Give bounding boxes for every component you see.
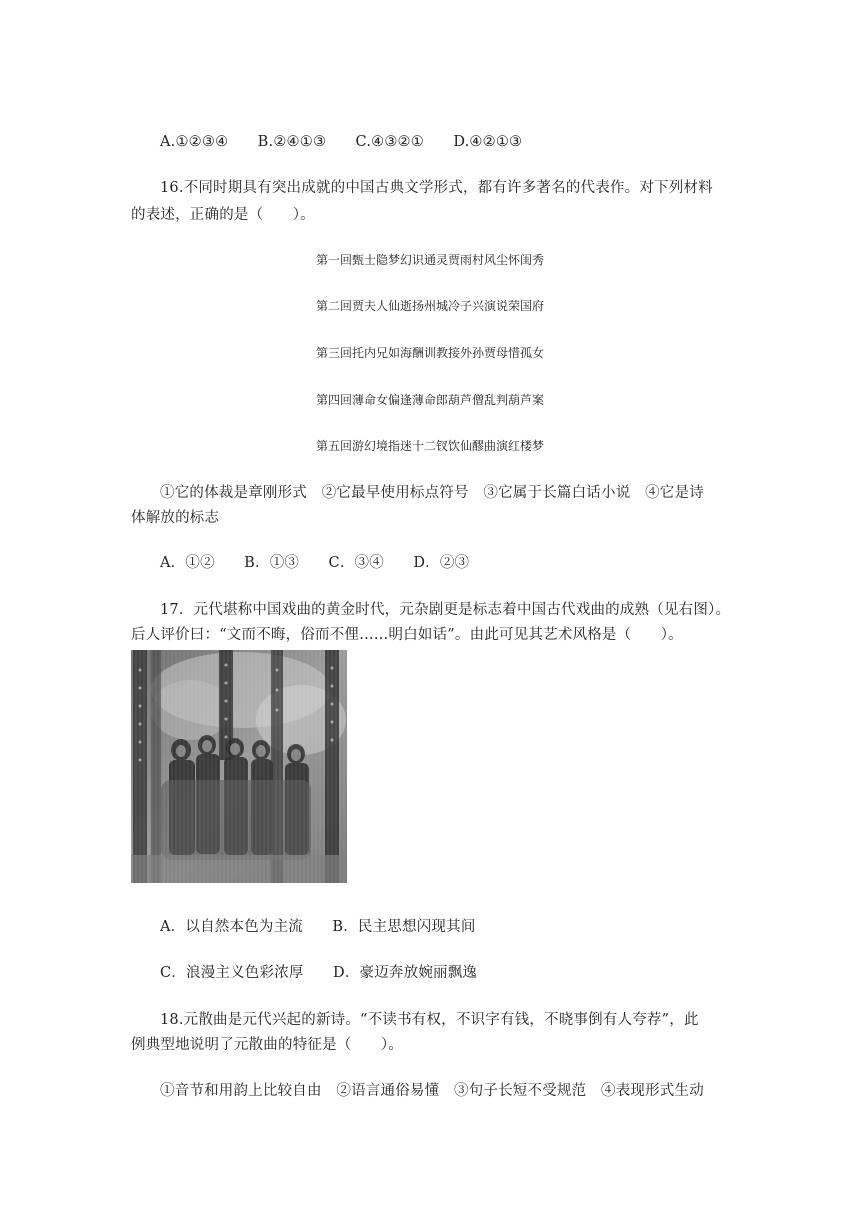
chapter-title-3: 第三回托内兄如海酬训教接外孙贾母惜孤女 <box>315 346 544 360</box>
q16-options: A．①② B．①③ C．③④ D．②③ <box>160 555 470 571</box>
chapter-title-4: 第四回薄命女偏逢薄命郎葫芦僧乱判葫芦案 <box>315 393 544 407</box>
q17-stem-line2: 后人评价曰：“文而不晦，俗而不俚……明白如话”。由此可见其艺术风格是（ ）。 <box>131 627 683 643</box>
q16-stem-line2: 的表述，正确的是（ ）。 <box>131 207 315 223</box>
chapter-title-5: 第五回游幻境指迷十二钗饮仙醪曲演红楼梦 <box>315 439 544 453</box>
q16-statements-line2: 体解放的标志 <box>131 510 220 526</box>
q18-stem-line2: 例典型地说明了元散曲的特征是（ ）。 <box>131 1037 404 1053</box>
q18-stem-line1: 18.元散曲是元代兴起的新诗。“不读书有权，不识字有钱，不晓事倒有人夸荐”，此 <box>160 1012 699 1028</box>
q17-stem-line1: 17．元代堪称中国戏曲的黄金时代，元杂剧更是标志着中国古代戏曲的成熟（见右图）。 <box>160 602 731 618</box>
yuan-drama-mural-image <box>131 650 347 883</box>
q16-stem-line1: 16.不同时期具有突出成就的中国古典文学形式，都有许多著名的代表作。对下列材料 <box>160 180 713 196</box>
chapter-title-1: 第一回甄士隐梦幻识通灵贾雨村风尘怀闺秀 <box>315 253 544 267</box>
chapter-title-2: 第二回贾夫人仙逝扬州城冷子兴演说荣国府 <box>315 299 544 313</box>
q18-statements: ①音节和用韵上比较自由 ②语言通俗易懂 ③句子长短不受规范 ④表现形式生动 <box>160 1083 704 1099</box>
q17-options-line2: C．浪漫主义色彩浓厚 D．豪迈奔放婉丽飘逸 <box>160 965 478 981</box>
q15-options: A.①②③④ B.②④①③ C.④③②① D.④②①③ <box>160 134 523 150</box>
q17-options-line1: A．以自然本色为主流 B．民主思想闪现其间 <box>160 919 476 935</box>
q16-statements-line1: ①它的体裁是章刚形式 ②它最早使用标点符号 ③它属于长篇白话小说 ④它是诗 <box>160 485 704 501</box>
